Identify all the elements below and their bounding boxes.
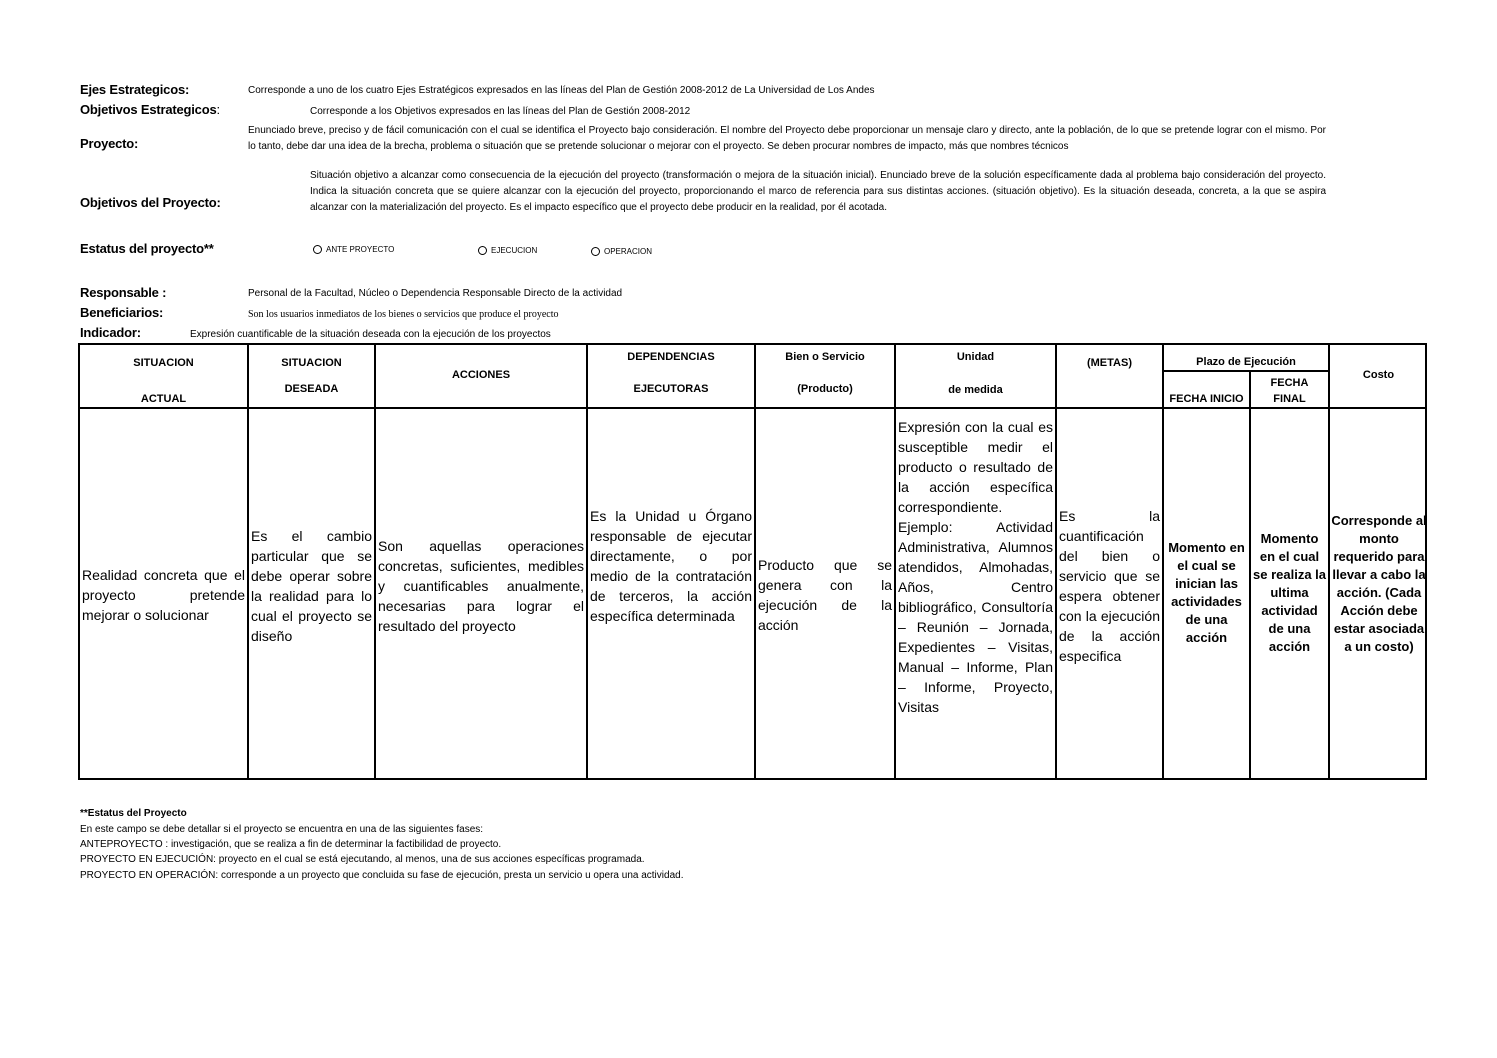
notes-line-4: PROYECTO EN OPERACIÓN: corresponde a un proyecto que concluida su fase de ejecución, presta un servicio u opera una actividad. (80, 870, 684, 881)
status-option-operacion[interactable] (591, 247, 652, 256)
header-fecha-inicio: FECHA INICIO (1169, 393, 1244, 405)
status-option-label: OPERACION (604, 247, 653, 256)
header-sit-deseada-2: DESEADA (284, 383, 339, 395)
responsable-label: Responsable : (80, 285, 167, 300)
col-divider (1055, 345, 1057, 778)
cell-fecha-final: Momento en el cual se realiza la ultima actividad de una acción (1253, 531, 1326, 654)
indicador-text: Expresión cuantificable de la situación deseada con la ejecución de los proyectos (190, 329, 551, 340)
cell-fecha-inicio: Momento en el cual se inician las actividades de una acción (1168, 540, 1245, 645)
cell-metas: Es la cuantificación del bien o servicio que se espera obtener con la ejecución de la acción especifica (1059, 508, 1160, 664)
plazo-divider (1162, 370, 1330, 372)
beneficiarios-text: Son los usuarios inmediatos de los bienes o servicios que produce el proyecto (248, 309, 559, 320)
col-divider (1249, 370, 1251, 778)
header-costo: Costo (1362, 369, 1395, 381)
status-option-anteproyecto[interactable] (313, 245, 394, 254)
header-metas: (METAS) (1086, 357, 1132, 369)
col-divider (374, 345, 376, 778)
responsable-text: Personal de la Facultad, Núcleo o Dependencia Responsable Directo de la actividad (248, 288, 623, 299)
status-option-ejecucion[interactable] (478, 246, 537, 255)
project-table (78, 343, 1427, 780)
radio-icon[interactable] (478, 246, 487, 255)
header-divider (80, 407, 1425, 409)
objetivos-proyecto-text: Situación objetivo a alcanzar como consecuencia de la ejecución del proyecto (transformación o mejora de la situación inicial). Enunciado breve de la solución específicamente dada al problema bajo consideración del proyecto. Indica la situación concreta que se quiere alcanzar con la ejecución del proyecto, proporcionando el marco de referencia para sus distintas acciones. (situación objetivo). Es la situación deseada, concreta, a la que se aspira alcanzar con la materialización del proyecto. Es el impacto específico que el proyecto debe producir en la realidad, por él acotada. (310, 170, 1326, 213)
radio-icon[interactable] (591, 247, 600, 256)
notes-line-3: PROYECTO EN EJECUCIÓN: proyecto en el cual se está ejecutando, al menos, una de sus acciones específicas programada. (80, 854, 645, 865)
header-bien-1: Bien o Servicio (785, 351, 865, 363)
header-unidad-1: Unidad (956, 351, 995, 363)
ejes-text: Corresponde a uno de los cuatro Ejes Estratégicos expresados en las líneas del Plan de Gestión 2008-2012 de La Universidad de Los Andes (248, 85, 875, 96)
cell-acciones: Son aquellas operaciones concretas, suficientes, medibles y cuantificables anualmente, necesarias para lograr el resultado del proyecto (378, 538, 584, 634)
cell-sit-deseada: Es el cambio particular que se debe operar sobre la realidad para lo cual el proyecto se diseño (251, 528, 372, 644)
header-fecha-final-1: FECHA (1270, 377, 1309, 389)
objetivos-colon: : (216, 102, 220, 117)
header-dependencias-2: EJECUTORAS (633, 383, 709, 395)
header-bien-2: (Producto) (797, 383, 853, 395)
objetivos-label (80, 102, 220, 117)
ejes-label: Ejes Estrategicos: (80, 82, 190, 97)
estatus-label: Estatus del proyecto** (80, 241, 214, 256)
notes-title: **Estatus del Proyecto (80, 808, 187, 819)
objetivos-proyecto-label: Objetivos del Proyecto: (80, 195, 221, 210)
header-acciones: ACCIONES (451, 369, 511, 381)
col-divider (894, 345, 896, 778)
status-option-label: ANTE PROYECTO (326, 245, 395, 254)
header-sit-actual-2: ACTUAL (140, 393, 187, 405)
col-divider (247, 345, 249, 778)
notes-line-1: En este campo se debe detallar si el proyecto se encuentra en una de las siguientes fases: (80, 824, 484, 835)
objetivos-text: Corresponde a los Objetivos expresados en las líneas del Plan de Gestión 2008-2012 (310, 106, 691, 117)
beneficiarios-label: Beneficiarios: (80, 305, 164, 320)
header-fecha-final-2: FINAL (1273, 393, 1306, 405)
notes-line-2: ANTEPROYECTO : investigación, que se realiza a fin de determinar la factibilidad de proyecto. (80, 839, 502, 850)
radio-icon[interactable] (313, 245, 322, 254)
header-sit-actual-1: SITUACION (133, 357, 194, 369)
cell-unidad: Expresión con la cual es susceptible medir el producto o resultado de la acción específica correspondiente. Ejemplo: Actividad Administrativa, Alumnos atendidos, Almohadas, Años, Centro bibliográfico, Consultoría – Reunión – Jornada, Expedientes – Visitas, Manual – Informe, Plan – Informe, Proyecto, Visitas (898, 419, 1053, 715)
col-divider (586, 345, 588, 778)
cell-bien: Producto que se genera con la ejecución de la acción (758, 557, 892, 633)
cell-dependencias: Es la Unidad u Órgano responsable de ejecutar directamente, o por medio de la contratación de terceros, la acción específica determinada (590, 508, 752, 624)
proyecto-label: Proyecto: (80, 136, 139, 151)
header-plazo: Plazo de Ejecución (1196, 356, 1296, 368)
cell-costo: Corresponde al monto requerido para llevar a cabo la acción. (Cada Acción debe estar asociada a un costo) (1331, 513, 1427, 654)
header-dependencias-1: DEPENDENCIAS (627, 351, 715, 363)
indicador-label: Indicador: (80, 325, 141, 340)
col-divider (1162, 345, 1164, 778)
header-sit-deseada-1: SITUACION (281, 357, 342, 369)
col-divider (754, 345, 756, 778)
status-option-label: EJECUCION (491, 246, 538, 255)
cell-sit-actual: Realidad concreta que el proyecto pretende mejorar o solucionar (82, 567, 245, 623)
objetivos-label-text: Objetivos Estrategicos (80, 102, 217, 117)
col-divider (1328, 345, 1330, 778)
header-unidad-2: de medida (948, 384, 1003, 396)
proyecto-text: Enunciado breve, preciso y de fácil comunicación con el cual se identifica el Proyecto bajo consideración. El nombre del Proyecto debe proporcionar un mensaje claro y directo, ante la población, de lo que se pretende lograr con el mismo. Por lo tanto, debe dar una idea de la brecha, problema o situación que se pretende solucionar o mejorar con el proyecto. Se deben procurar nombres de impacto, más que nombres técnicos (248, 125, 1326, 152)
